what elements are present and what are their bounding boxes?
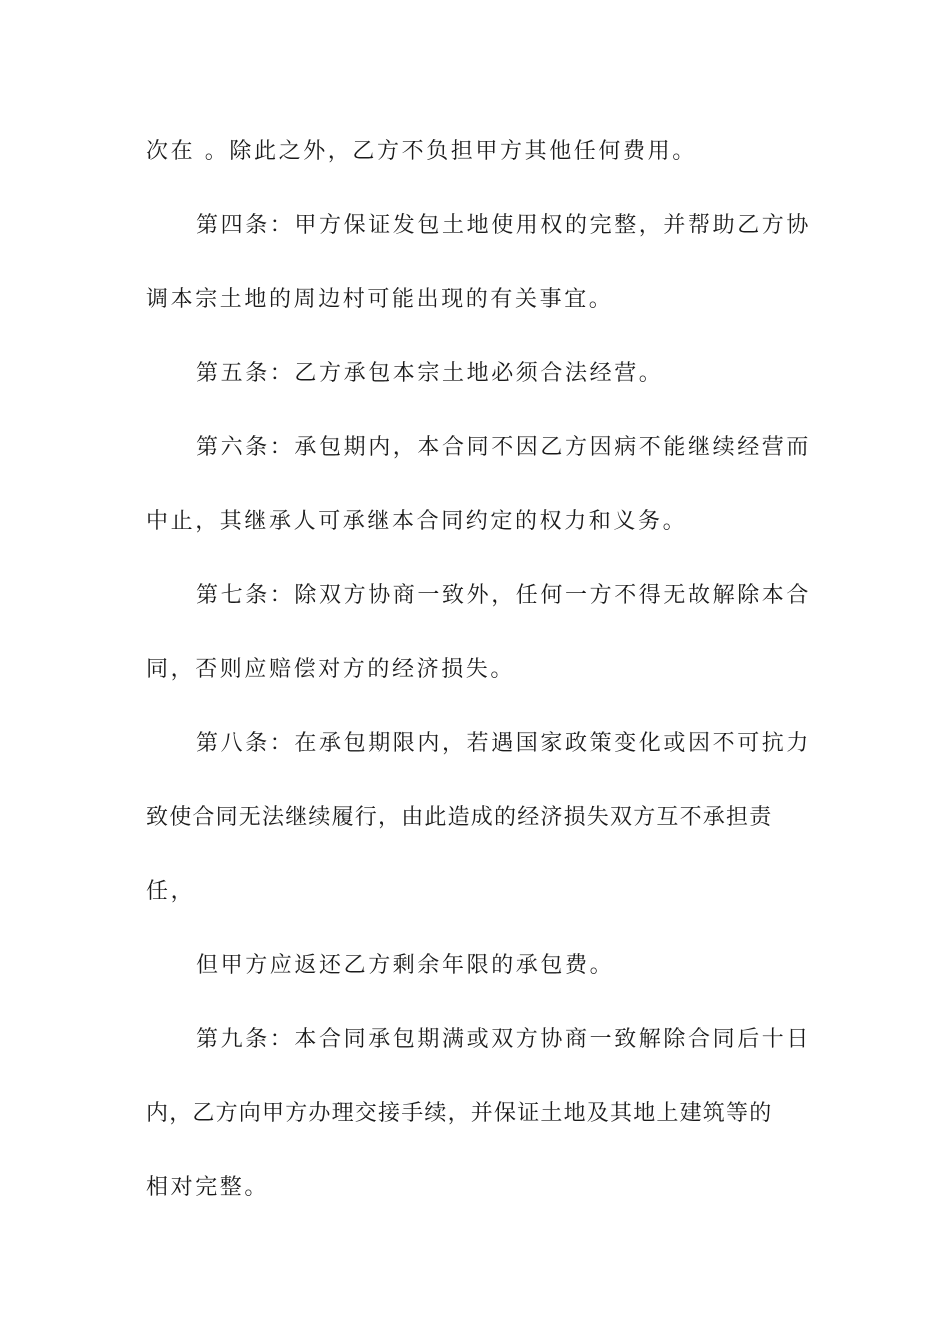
text-line: 调本宗土地的周边村可能出现的有关事宜。: [146, 287, 614, 312]
text-line: 第六条：承包期内，本合同不因乙方因病不能继续经营而: [196, 435, 812, 460]
text-line: 中止，其继承人可承继本合同约定的权力和义务。: [146, 509, 688, 534]
text-line: 第八条：在承包期限内，若遇国家政策变化或因不可抗力: [196, 731, 812, 756]
text-line: 但甲方应返还乙方剩余年限的承包费。: [196, 953, 615, 978]
text-line: 同，否则应赔偿对方的经济损失。: [146, 657, 516, 682]
text-line: 第五条：乙方承包本宗土地必须合法经营。: [196, 361, 664, 386]
text-line: 致使合同无法继续履行，由此造成的经济损失双方互不承担责: [146, 805, 773, 830]
text-line: 内，乙方向甲方办理交接手续，并保证土地及其地上建筑等的: [146, 1101, 773, 1126]
text-line: 第九条：本合同承包期满或双方协商一致解除合同后十日: [196, 1027, 812, 1052]
text-line: 次在 。除此之外，乙方不负担甲方其他任何费用。: [146, 139, 697, 164]
text-line: 相对完整。: [146, 1175, 270, 1200]
text-line: 任，: [146, 879, 196, 904]
text-line: 第四条：甲方保证发包土地使用权的完整，并帮助乙方协: [196, 213, 812, 238]
text-line: 第七条：除双方协商一致外，任何一方不得无故解除本合: [196, 583, 812, 608]
